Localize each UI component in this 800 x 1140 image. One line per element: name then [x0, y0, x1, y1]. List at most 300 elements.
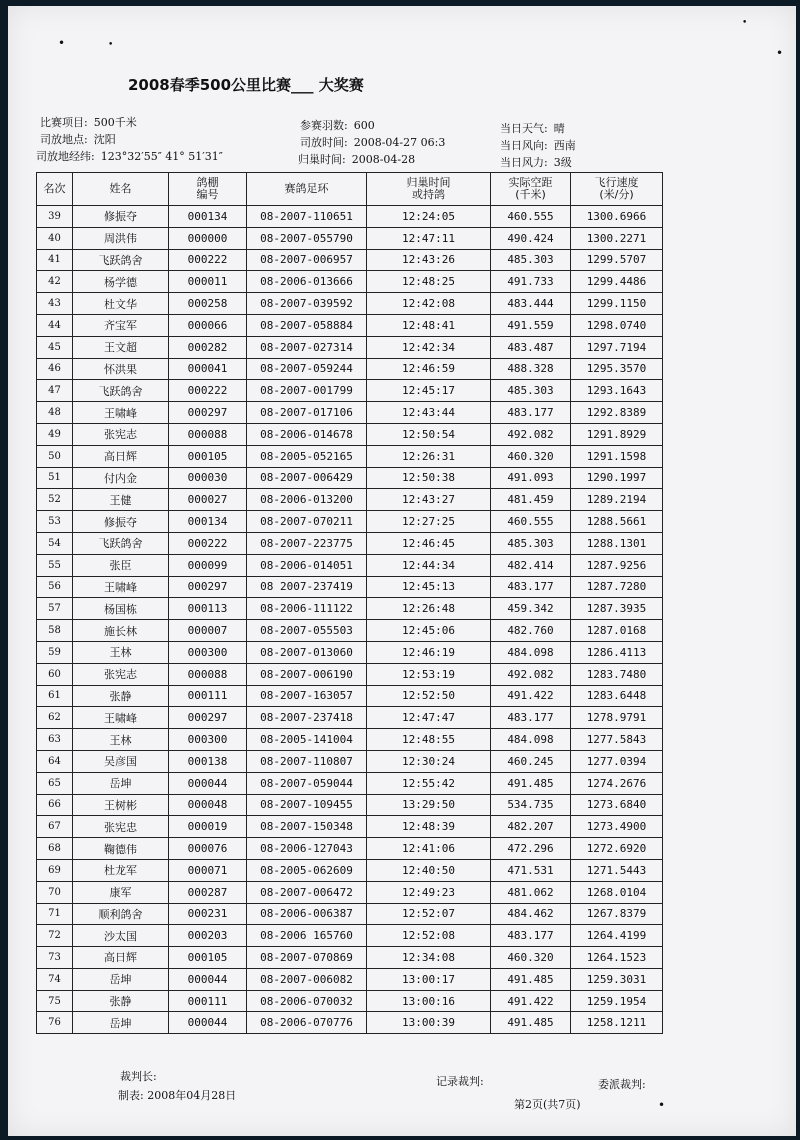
return-time-cell: 12:30:24	[367, 750, 491, 772]
return-time-cell: 12:50:54	[367, 423, 491, 445]
table-row	[37, 227, 663, 249]
rank-cell: 48	[37, 402, 73, 424]
rank-cell: 73	[37, 947, 73, 969]
name-cell: 飞跃鸽舍	[73, 532, 169, 554]
distance-cell: 491.559	[491, 314, 571, 336]
loft-id-cell: 000105	[169, 445, 247, 467]
site-label: 司放地点:	[40, 133, 88, 146]
return-time-cell: 12:45:17	[367, 380, 491, 402]
return-time-cell: 12:47:47	[367, 707, 491, 729]
name-cell: 飞跃鸽舍	[73, 380, 169, 402]
event-label: 比赛项目:	[40, 116, 88, 129]
return-time-cell: 12:48:39	[367, 816, 491, 838]
ring-cell: 08-2007-223775	[247, 532, 367, 554]
speed-cell: 1287.3935	[571, 598, 663, 620]
rank-header: 名次	[37, 173, 73, 206]
loft-id-cell: 000048	[169, 794, 247, 816]
distance-cell: 485.303	[491, 532, 571, 554]
table-row	[37, 707, 663, 729]
loft-id-cell: 000258	[169, 293, 247, 315]
speed-cell: 1278.9791	[571, 707, 663, 729]
return-time-cell: 12:48:25	[367, 271, 491, 293]
name-cell: 杜文华	[73, 293, 169, 315]
table-row	[37, 903, 663, 925]
ring-cell: 08-2007-006472	[247, 881, 367, 903]
wind-dir-label: 当日风向:	[500, 139, 548, 152]
speed-cell: 1287.0168	[571, 620, 663, 642]
table-row	[37, 532, 663, 554]
speed-cell: 1286.4113	[571, 641, 663, 663]
name-cell: 康军	[73, 881, 169, 903]
loft-id-cell: 000105	[169, 947, 247, 969]
speed-cell: 1283.6448	[571, 685, 663, 707]
record-referee: 记录裁判:	[436, 1075, 484, 1088]
ring-cell: 08-2006-013666	[247, 271, 367, 293]
table-body	[37, 206, 663, 1034]
name-cell: 齐宝军	[73, 314, 169, 336]
name-cell: 顺利鸽舍	[73, 903, 169, 925]
table-row	[37, 641, 663, 663]
ring-cell: 08-2007-070211	[247, 511, 367, 533]
loft-id-cell: 000222	[169, 532, 247, 554]
rank-cell: 65	[37, 772, 73, 794]
name-cell: 修振夺	[73, 206, 169, 228]
loft-id-cell: 000134	[169, 206, 247, 228]
ring-cell: 08-2007-070869	[247, 947, 367, 969]
wind-dir-value: 西南	[553, 139, 576, 152]
rank-cell: 56	[37, 576, 73, 598]
return-time-cell: 12:26:31	[367, 445, 491, 467]
name-cell: 岳坤	[73, 772, 169, 794]
loft-id-cell: 000000	[169, 227, 247, 249]
count-label: 参赛羽数:	[300, 119, 348, 132]
ring-cell: 08-2005-141004	[247, 729, 367, 751]
ring-cell: 08 2007-237419	[247, 576, 367, 598]
return-time-cell: 13:00:16	[367, 990, 491, 1012]
rank-cell: 57	[37, 598, 73, 620]
speed-cell: 1264.1523	[571, 947, 663, 969]
rank-cell: 66	[37, 794, 73, 816]
loft-id-cell: 000297	[169, 707, 247, 729]
table-row	[37, 968, 663, 990]
return-time-cell: 12:46:45	[367, 532, 491, 554]
loft-id-cell: 000134	[169, 511, 247, 533]
distance-cell: 483.177	[491, 576, 571, 598]
speed-cell: 1287.9256	[571, 554, 663, 576]
count-value: 600	[353, 119, 375, 132]
return-time-cell: 12:40:50	[367, 859, 491, 881]
rank-cell: 50	[37, 445, 73, 467]
weather-info	[500, 120, 565, 136]
ring-cell: 08-2006-127043	[247, 838, 367, 860]
table-row	[37, 750, 663, 772]
loft-id-cell: 000071	[169, 859, 247, 881]
ring-cell: 08-2007-039592	[247, 293, 367, 315]
release-info	[300, 134, 445, 150]
ring-cell: 08-2005-052165	[247, 445, 367, 467]
loft-id-cell: 000297	[169, 402, 247, 424]
name-cell: 施长林	[73, 620, 169, 642]
distance-cell: 491.422	[491, 990, 571, 1012]
distance-cell: 490.424	[491, 227, 571, 249]
rank-cell: 44	[37, 314, 73, 336]
results-table	[36, 172, 663, 1034]
name-cell: 王林	[73, 641, 169, 663]
distance-header: 实际空距 (千米)	[491, 173, 571, 206]
speed-cell: 1289.2194	[571, 489, 663, 511]
name-cell: 吴彦国	[73, 750, 169, 772]
return-time-cell: 12:52:08	[367, 925, 491, 947]
table-row	[37, 380, 663, 402]
distance-cell: 482.760	[491, 620, 571, 642]
table-row	[37, 859, 663, 881]
distance-cell: 460.555	[491, 511, 571, 533]
table-row	[37, 947, 663, 969]
speed-cell: 1291.1598	[571, 445, 663, 467]
distance-cell: 491.422	[491, 685, 571, 707]
table-row	[37, 729, 663, 751]
wind-force-info	[500, 154, 572, 170]
return-time-cell: 12:43:26	[367, 249, 491, 271]
rank-cell: 59	[37, 641, 73, 663]
return-time-cell: 13:00:39	[367, 1012, 491, 1034]
ring-cell: 08-2007-150348	[247, 816, 367, 838]
table-row	[37, 206, 663, 228]
speed-cell: 1277.5843	[571, 729, 663, 751]
ring-cell: 08-2006-006387	[247, 903, 367, 925]
distance-cell: 492.082	[491, 663, 571, 685]
loft-id-cell: 000088	[169, 423, 247, 445]
scan-dot: •	[658, 1098, 666, 1112]
table-row	[37, 358, 663, 380]
ring-cell: 08-2006-013200	[247, 489, 367, 511]
return-time-cell: 12:50:38	[367, 467, 491, 489]
return-time-cell: 12:52:50	[367, 685, 491, 707]
rank-cell: 43	[37, 293, 73, 315]
name-cell: 付内金	[73, 467, 169, 489]
name-cell: 王啸峰	[73, 707, 169, 729]
rank-cell: 53	[37, 511, 73, 533]
return-time-cell: 12:45:06	[367, 620, 491, 642]
distance-cell: 484.098	[491, 729, 571, 751]
name-cell: 怀洪果	[73, 358, 169, 380]
name-cell: 杨学德	[73, 271, 169, 293]
rank-cell: 74	[37, 968, 73, 990]
rank-cell: 58	[37, 620, 73, 642]
name-cell: 岳坤	[73, 1012, 169, 1034]
page-number: 第2页(共7页)	[514, 1098, 581, 1111]
loft-id-cell: 000027	[169, 489, 247, 511]
table-row	[37, 314, 663, 336]
distance-cell: 483.177	[491, 925, 571, 947]
rank-cell: 51	[37, 467, 73, 489]
speed-cell: 1271.5443	[571, 859, 663, 881]
ring-cell: 08-2007-163057	[247, 685, 367, 707]
speed-cell: 1283.7480	[571, 663, 663, 685]
table-row	[37, 1012, 663, 1034]
name-cell: 高日辉	[73, 445, 169, 467]
rank-cell: 47	[37, 380, 73, 402]
weather-label: 当日天气:	[500, 122, 548, 135]
distance-cell: 483.487	[491, 336, 571, 358]
loft-id-cell: 000044	[169, 968, 247, 990]
table-row	[37, 663, 663, 685]
distance-cell: 483.177	[491, 402, 571, 424]
rank-cell: 45	[37, 336, 73, 358]
return-time-cell: 12:47:11	[367, 227, 491, 249]
loft-id-header: 鸽棚 编号	[169, 173, 247, 206]
ring-cell: 08-2006 165760	[247, 925, 367, 947]
speed-cell: 1267.8379	[571, 903, 663, 925]
name-cell: 张臣	[73, 554, 169, 576]
ring-cell: 08-2007-237418	[247, 707, 367, 729]
return-time-cell: 12:34:08	[367, 947, 491, 969]
rank-cell: 64	[37, 750, 73, 772]
ring-cell: 08-2007-006429	[247, 467, 367, 489]
distance-cell: 491.485	[491, 1012, 571, 1034]
distance-cell: 483.177	[491, 707, 571, 729]
ring-cell: 08-2007-017106	[247, 402, 367, 424]
speed-cell: 1291.8929	[571, 423, 663, 445]
rank-cell: 75	[37, 990, 73, 1012]
rank-cell: 61	[37, 685, 73, 707]
scan-dot: •	[58, 36, 66, 50]
distance-cell: 485.303	[491, 380, 571, 402]
distance-cell: 482.414	[491, 554, 571, 576]
table-row	[37, 881, 663, 903]
rank-cell: 76	[37, 1012, 73, 1034]
name-cell: 鞠德伟	[73, 838, 169, 860]
ring-cell: 08-2006-014051	[247, 554, 367, 576]
name-cell: 飞跃鸽舍	[73, 249, 169, 271]
loft-id-cell: 000099	[169, 554, 247, 576]
name-header: 姓名	[73, 173, 169, 206]
distance-cell: 491.485	[491, 772, 571, 794]
speed-cell: 1297.7194	[571, 336, 663, 358]
loft-id-cell: 000287	[169, 881, 247, 903]
speed-header: 飞行速度 (米/分)	[571, 173, 663, 206]
return-time-cell: 12:55:42	[367, 772, 491, 794]
table-row	[37, 990, 663, 1012]
rank-cell: 55	[37, 554, 73, 576]
name-cell: 岳坤	[73, 968, 169, 990]
loft-id-cell: 000041	[169, 358, 247, 380]
name-cell: 修振夺	[73, 511, 169, 533]
table-row	[37, 925, 663, 947]
weather-value: 晴	[553, 122, 565, 135]
loft-id-cell: 000297	[169, 576, 247, 598]
release-label: 司放时间:	[300, 136, 348, 149]
speed-cell: 1259.1954	[571, 990, 663, 1012]
return-info	[298, 151, 415, 167]
ring-cell: 08-2007-055503	[247, 620, 367, 642]
loft-id-cell: 000044	[169, 1012, 247, 1034]
speed-cell: 1273.4900	[571, 816, 663, 838]
table-row	[37, 685, 663, 707]
distance-cell: 471.531	[491, 859, 571, 881]
speed-cell: 1259.3031	[571, 968, 663, 990]
speed-cell: 1299.5707	[571, 249, 663, 271]
coord-info	[36, 148, 223, 164]
name-cell: 张静	[73, 685, 169, 707]
page-title: 2008春季500公里比赛___ 大奖赛	[128, 76, 364, 94]
speed-cell: 1287.7280	[571, 576, 663, 598]
distance-cell: 459.342	[491, 598, 571, 620]
distance-cell: 481.062	[491, 881, 571, 903]
site-info	[40, 131, 116, 147]
scan-dot: •	[742, 18, 748, 28]
ring-header: 赛鸽足环	[247, 173, 367, 206]
table-row	[37, 423, 663, 445]
name-cell: 周洪伟	[73, 227, 169, 249]
speed-cell: 1264.4199	[571, 925, 663, 947]
return-time-cell: 12:46:19	[367, 641, 491, 663]
distance-cell: 472.296	[491, 838, 571, 860]
distance-cell: 481.459	[491, 489, 571, 511]
speed-cell: 1292.8389	[571, 402, 663, 424]
ring-cell: 08-2007-109455	[247, 794, 367, 816]
speed-cell: 1298.0740	[571, 314, 663, 336]
name-cell: 王树彬	[73, 794, 169, 816]
release-value: 2008-04-27 06:3	[353, 136, 446, 149]
distance-cell: 484.098	[491, 641, 571, 663]
event-value: 500千米	[93, 116, 137, 129]
ring-cell: 08-2006-014678	[247, 423, 367, 445]
loft-id-cell: 000019	[169, 816, 247, 838]
return-time-cell: 12:48:55	[367, 729, 491, 751]
loft-id-cell: 000113	[169, 598, 247, 620]
return-time-cell: 12:48:41	[367, 314, 491, 336]
return-time-cell: 12:26:48	[367, 598, 491, 620]
speed-cell: 1300.2271	[571, 227, 663, 249]
ring-cell: 08-2007-055790	[247, 227, 367, 249]
ring-cell: 08-2007-013060	[247, 641, 367, 663]
name-cell: 高日辉	[73, 947, 169, 969]
distance-cell: 460.320	[491, 947, 571, 969]
distance-cell: 482.207	[491, 816, 571, 838]
rank-cell: 42	[37, 271, 73, 293]
loft-id-cell: 000066	[169, 314, 247, 336]
loft-id-cell: 000300	[169, 641, 247, 663]
speed-cell: 1277.0394	[571, 750, 663, 772]
name-cell: 王文超	[73, 336, 169, 358]
name-cell: 张宪志	[73, 663, 169, 685]
return-time-header: 归巢时间 或持鸽	[367, 173, 491, 206]
return-time-cell: 12:53:19	[367, 663, 491, 685]
rank-cell: 62	[37, 707, 73, 729]
coord-value: 123°32′55″ 41° 51′31″	[100, 150, 223, 163]
ring-cell: 08-2006-070032	[247, 990, 367, 1012]
return-time-cell: 12:24:05	[367, 206, 491, 228]
loft-id-cell: 000007	[169, 620, 247, 642]
return-time-cell: 12:49:23	[367, 881, 491, 903]
ring-cell: 08-2007-027314	[247, 336, 367, 358]
loft-id-cell: 000111	[169, 685, 247, 707]
rank-cell: 39	[37, 206, 73, 228]
table-row	[37, 794, 663, 816]
rank-cell: 69	[37, 859, 73, 881]
return-time-cell: 12:43:27	[367, 489, 491, 511]
name-cell: 王林	[73, 729, 169, 751]
count-info	[300, 117, 375, 133]
loft-id-cell: 000222	[169, 249, 247, 271]
table-row	[37, 402, 663, 424]
speed-cell: 1288.5661	[571, 511, 663, 533]
rank-cell: 52	[37, 489, 73, 511]
ring-cell: 08-2007-006957	[247, 249, 367, 271]
return-time-cell: 12:42:34	[367, 336, 491, 358]
loft-id-cell: 000138	[169, 750, 247, 772]
ring-cell: 08-2007-058884	[247, 314, 367, 336]
loft-id-cell: 000044	[169, 772, 247, 794]
distance-cell: 483.444	[491, 293, 571, 315]
return-time-cell: 12:46:59	[367, 358, 491, 380]
assigned-referee: 委派裁判:	[598, 1078, 646, 1091]
name-cell: 杜龙军	[73, 859, 169, 881]
table-row	[37, 576, 663, 598]
rank-cell: 68	[37, 838, 73, 860]
name-cell: 张宪忠	[73, 816, 169, 838]
rank-cell: 54	[37, 532, 73, 554]
table-row	[37, 554, 663, 576]
return-time-cell: 12:43:44	[367, 402, 491, 424]
distance-cell: 534.735	[491, 794, 571, 816]
return-time-cell: 13:00:17	[367, 968, 491, 990]
name-cell: 沙太国	[73, 925, 169, 947]
table-row	[37, 271, 663, 293]
return-time-cell: 12:45:13	[367, 576, 491, 598]
table-row	[37, 249, 663, 271]
ring-cell: 08-2007-110807	[247, 750, 367, 772]
table-row	[37, 489, 663, 511]
rank-cell: 49	[37, 423, 73, 445]
scan-dot: •	[108, 40, 114, 50]
loft-id-cell: 000231	[169, 903, 247, 925]
loft-id-cell: 000076	[169, 838, 247, 860]
ring-cell: 08-2007-110651	[247, 206, 367, 228]
site-value: 沈阳	[93, 133, 116, 146]
rank-cell: 40	[37, 227, 73, 249]
speed-cell: 1290.1997	[571, 467, 663, 489]
speed-cell: 1299.1150	[571, 293, 663, 315]
distance-cell: 491.485	[491, 968, 571, 990]
made-date: 制表: 2008年04月28日	[118, 1089, 237, 1102]
distance-cell: 488.328	[491, 358, 571, 380]
return-value: 2008-04-28	[351, 153, 416, 166]
rank-cell: 41	[37, 249, 73, 271]
return-time-cell: 12:44:34	[367, 554, 491, 576]
speed-cell: 1288.1301	[571, 532, 663, 554]
return-label: 归巢时间:	[298, 153, 346, 166]
rank-cell: 71	[37, 903, 73, 925]
table-row	[37, 772, 663, 794]
loft-id-cell: 000222	[169, 380, 247, 402]
ring-cell: 08-2007-059044	[247, 772, 367, 794]
ring-cell: 08-2007-006082	[247, 968, 367, 990]
coord-label: 司放地经纬:	[36, 150, 95, 163]
event-info	[40, 114, 137, 130]
speed-cell: 1293.1643	[571, 380, 663, 402]
table-row	[37, 511, 663, 533]
name-cell: 张静	[73, 990, 169, 1012]
return-time-cell: 12:42:08	[367, 293, 491, 315]
table-row	[37, 598, 663, 620]
distance-cell: 484.462	[491, 903, 571, 925]
return-time-cell: 12:27:25	[367, 511, 491, 533]
speed-cell: 1258.1211	[571, 1012, 663, 1034]
return-time-cell: 13:29:50	[367, 794, 491, 816]
speed-cell: 1300.6966	[571, 206, 663, 228]
